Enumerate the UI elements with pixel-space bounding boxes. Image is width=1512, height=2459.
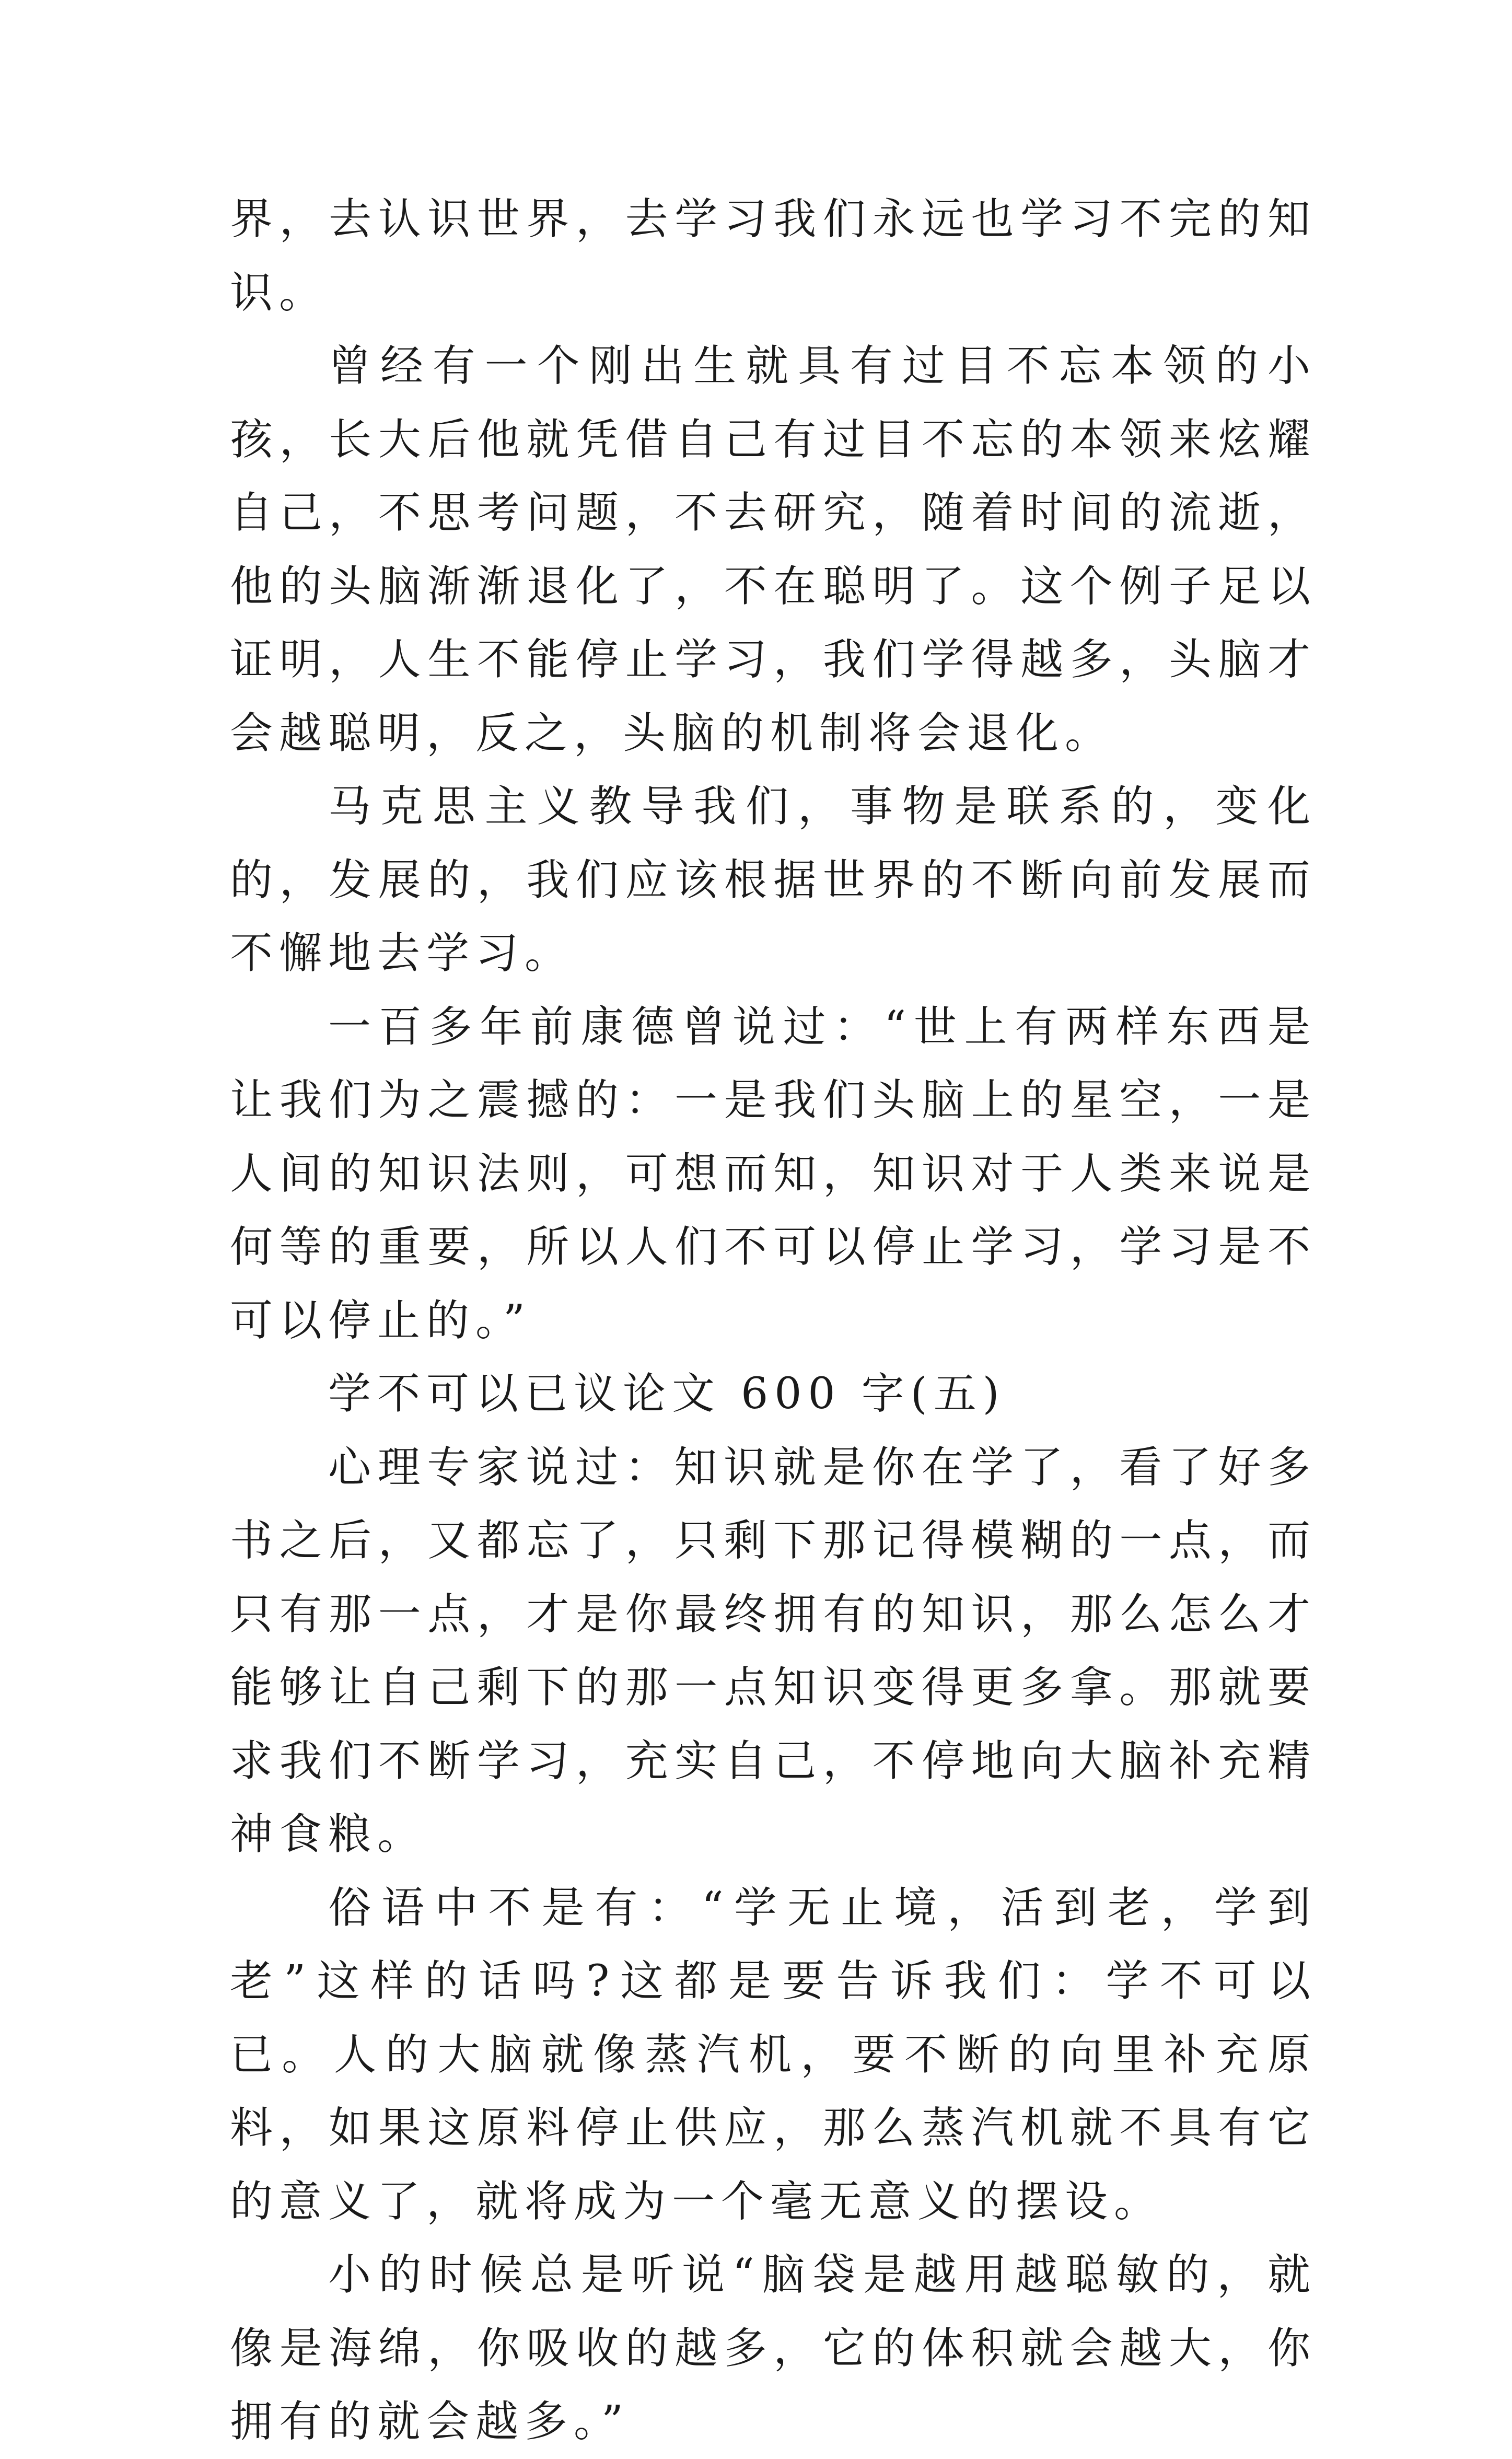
paragraph-continuation: 界，去认识世界，去学习我们永远也学习不完的知识。 xyxy=(230,194,1317,318)
paragraph: 小的时候总是听说“脑袋是越用越聪敏的，就像是海绵，你吸收的越多，它的体积就会越大，你拥有的就会越多。” xyxy=(230,2250,1317,2446)
paragraph: 一百多年前康德曾说过：“世上有两样东西是让我们为之震撼的：一是我们头脑上的星空，一是人间的知识法则，可想而知，知识对于人类来说是何等的重要，所以人们不可以停止学习，学习是不可以停止的。” xyxy=(230,1002,1317,1346)
paragraph: 俗语中不是有：“学无止境，活到老，学到老”这样的话吗?这都是要告诉我们：学不可以已。人的大脑就像蒸汽机，要不断的向里补充原料，如果这原料停止供应，那么蒸汽机就不具有它的意义了，就将成为一个毫无意义的摆设。 xyxy=(230,1883,1317,2226)
section-heading: 学不可以已议论文 600 字(五) xyxy=(328,1369,1006,1419)
document-body xyxy=(230,183,1317,2459)
paragraph: 曾经有一个刚出生就具有过目不忘本领的小孩，长大后他就凭借自己有过目不忘的本领来炫耀自己，不思考问题，不去研究，随着时间的流逝，他的头脑渐渐退化了，不在聪明了。这个例子足以证明，人生不能停止学习，我们学得越多，头脑才会越聪明，反之，头脑的机制将会退化。 xyxy=(230,341,1317,758)
paragraph: 马克思主义教导我们，事物是联系的，变化的，发展的，我们应该根据世界的不断向前发展而不懈地去学习。 xyxy=(230,782,1317,978)
paragraph: 心理专家说过：知识就是你在学了，看了好多书之后，又都忘了，只剩下那记得模糊的一点，而只有那一点，才是你最终拥有的知识，那么怎么才能够让自己剩下的那一点知识变得更多拿。那就要求我们不断学习，充实自己，不停地向大脑补充精神食粮。 xyxy=(230,1442,1317,1859)
